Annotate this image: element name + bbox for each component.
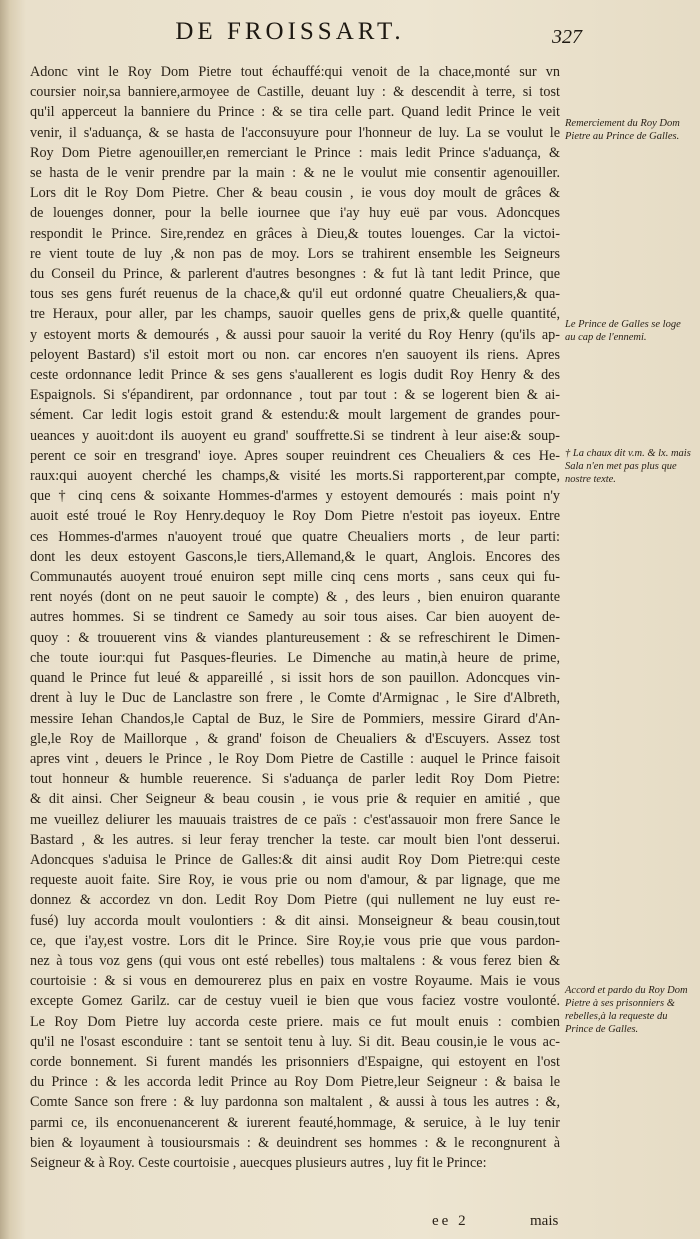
- text-line: perent ce soir en tresgrand' ioye. Apres souper reuindrent ces Cheualiers & ces He-: [30, 447, 560, 464]
- text-line: peloyent Bastard) s'il estoit mort ou non. car encores n'en sauoyent ils riens. Apres: [30, 346, 560, 363]
- text-line: nez à tous voz gens (qui vous ont esté rebelles) tous maltalens : & vous ferez bien &: [30, 952, 560, 969]
- text-line: requeste auoit faite. Sire Roy, ie vous prie ou nom d'amour, & par lignage, que me: [30, 872, 560, 889]
- text-line: corde bonnement. Si furent mandés les prisonniers d'Espaigne, qui estoyent en l'ost: [30, 1053, 560, 1070]
- margin-note-chaux: † La chaux dit v.m. & lx. mais Sala n'en met pas plus que nostre texte.: [565, 448, 691, 485]
- signature-mark: ee 2: [432, 1213, 469, 1229]
- text-line: Adonc vint le Roy Dom Pietre tout échauffé:qui venoit de la chace,monté sur vn: [30, 64, 560, 80]
- text-line: Seigneur & à Roy. Ceste courtoisie , auecques plusieurs autres , luy fit le Prince:: [30, 1154, 487, 1171]
- text-line: se hasta de le venir prendre par la main : & ne le voulut mie consentir agenouiller.: [30, 165, 560, 182]
- text-line: me vueillez deliurer les mauuais traistres de ce païs : c'est'assauoir mon frere Sance le: [30, 811, 560, 828]
- text-line: qu'il ne l'osast esconduire : tant se sentoit tenu à luy. Si dit. Beau cousin,ie le vous ac-: [30, 1033, 560, 1050]
- text-line: sément. Car ledit logis estoit grand & estendu:& moult largement de grandes pour-: [30, 407, 560, 424]
- text-line: drent à luy le Duc de Lanclastre son frere , le Comte d'Armignac , le Sire d'Albreth,: [30, 690, 560, 707]
- text-line: quoy : & trouuerent vins & viandes plantureusement : & se refreschirent le Dimen-: [30, 629, 560, 646]
- text-line: tre Heraux, pour aller, par les champs, sauoir quelles gens de prix,& quelle quantité,: [30, 306, 560, 323]
- text-line: Le Roy Dom Pietre luy accorda ceste priere. mais ce fut moult enuis : combien: [30, 1013, 560, 1030]
- text-line: raux:qui auoyent cherché les champs,& visité les morts.Si rapporterent,par compte,: [30, 468, 560, 485]
- text-line: re vient toute de luy ,& non pas de moy. Lors se trahirent ensemble les Seigneurs: [30, 245, 560, 262]
- running-head: DE FROISSART.: [175, 18, 405, 45]
- text-line: ueances y auoit:dont ils auoyent eu grand' souffrette.Si se tindrent à leur aise:& soup-: [30, 427, 560, 444]
- catchword: mais: [530, 1213, 559, 1229]
- text-line: Communautés auoyent troué enuiron sept mille cinq cens morts , sans ceux qui fu-: [30, 569, 560, 586]
- text-line: tout honneur & humble reuerence. Si s'aduança de parler ledit Roy Dom Pietre:: [30, 771, 560, 788]
- text-line: ce, que i'ay,est vostre. Lors dit le Prince. Sire Roy,ie vous prie que vous pardon-: [30, 932, 560, 949]
- text-line: du Prince : & les accorda ledit Prince au Roy Dom Pietre,leur Seigneur : & baisa le: [30, 1074, 560, 1091]
- text-line: qu'il apperceut la banniere du Prince : & se tira celle part. Quand ledit Prince le veit: [30, 104, 560, 121]
- text-line: gle,le Roy de Maillorque , & grand' foison de Cheualiers & d'Escuyers. Assez tost: [30, 730, 560, 747]
- text-line: & dit ainsi. Cher Seigneur & beau cousin , ie vous prie & requier en amitié , que: [30, 791, 560, 808]
- text-line: rent noyés (dont on ne peut sauoir le compte) & , des leurs , bien enuiron quarante: [30, 589, 560, 606]
- text-line: Comte Sance son frere : & luy pardonna son maltalent , & aussi à tous les autres : &,: [30, 1094, 560, 1111]
- margin-note-remerciement: Remerciement du Roy Dom Pietre au Prince de Galles.: [565, 118, 680, 142]
- text-line: bien & loyaument à tousioursmais : & deuindrent ses hommes : & le recongnurent à: [30, 1134, 560, 1151]
- text-line: respondit le Prince. Sire,rendez en grâces à Dieu,& toutes louenges. Car la victoi-: [30, 225, 560, 242]
- text-line: que † cinq cens & soixante Hommes-d'armes y estoyent demourés : mais point n'y: [30, 488, 560, 505]
- text-line: messire Iehan Chandos,le Captal de Buz, le Sire de Pommiers, messire Girard d'An-: [30, 710, 560, 727]
- text-line: apres vint , deuers le Prince , le Roy Dom Pietre de Castille : auquel le Prince faisoit: [30, 750, 560, 767]
- margin-note-accord: Accord et pardo du Roy Dom Pietre à ses prisonniers & rebelles,à la requeste du Prince de Galles.: [565, 985, 688, 1035]
- text-line: ces Hommes-d'armes n'auoyent troué que quatre Cheualiers morts , de leur parti:: [30, 528, 560, 545]
- text-line: y estoyent morts & demourés , & aussi pour sauoir la verité du Roy Henry (qu'ils ap-: [30, 326, 560, 343]
- text-line: dont les deux estoyent Gascons,le tiers,Allemand,& le quart, Anglois. Encores des: [30, 548, 560, 565]
- body-text: [30, 62, 560, 1173]
- text-line: Roy Dom Pietre agenouiller,en remerciant le Prince : mais ledit Prince s'aduança, &: [30, 144, 560, 161]
- page-number: 327: [552, 26, 582, 48]
- text-line: quand le Prince fut leué & appareillé , si issit hors de son pauillon. Adoncques vin-: [30, 670, 560, 687]
- text-line: tous ses gens furét reuenus de la chace,& qu'il eut ordonné quatre Cheualiers,& qua-: [30, 286, 560, 303]
- text-line: Bastard , & les autres. si leur feray trencher la teste. car moult bien l'ont desserui.: [30, 831, 560, 848]
- text-line: de louenges donner, pour la belle iournee que i'ay huy euë par vous. Adoncques: [30, 205, 560, 222]
- text-line: autres hommes. Si se tindrent ce Samedy au soir tous aises. Car bien auoyent de-: [30, 609, 560, 626]
- text-line: Lors dit le Roy Dom Pietre. Cher & beau cousin , ie vous doy moult de grâces &: [30, 185, 560, 202]
- text-line: fusé) luy accorda moult voulontiers : & dit ainsi. Monseigneur & beau cousin,tout: [30, 912, 560, 929]
- margin-note-logis: Le Prince de Galles se loge au cap de l'ennemi.: [565, 319, 681, 343]
- text-line: auoit esté troué le Roy Henry.dequoy le Roy Dom Pietre n'estoit pas ioyeux. Entre: [30, 508, 560, 525]
- text-line: du Conseil du Prince, & parlerent d'autres besongnes : & fut là tant ledit Prince, que: [30, 266, 560, 283]
- text-line: excepte Gomez Garilz. car de cestuy vueil ie bien que vous faciez vostre voulonté.: [30, 993, 560, 1010]
- text-line: che toute iour:qui fut Pasques-fleuries. Le Dimenche au matin,à heure de prime,: [30, 649, 560, 666]
- text-line: Adoncques s'aduisa le Prince de Galles:& dit ainsi audit Roy Dom Pietre:qui ceste: [30, 851, 560, 868]
- text-line: courtoisie : & si vous en demourerez plus en paix en vostre Royaume. Mais ie vous: [30, 973, 560, 990]
- text-line: coursier noir,sa banniere,armoyee de Castille, deuant luy : & descendit à terre, si tost: [30, 84, 560, 101]
- text-line: parmi ce, ils enconuenancerent & iurerent feauté,hommage, & seruice, à le luy tenir: [30, 1114, 560, 1131]
- text-line: Espaignols. Si s'épandirent, par ordonnance , tout par tout : & se logerent bien & ai-: [30, 387, 560, 404]
- text-line: ceste ordonnance ledit Prince & ses gens s'auallerent es logis dudit Roy Henry & des: [30, 367, 560, 384]
- text-line: donnez & accordez vn don. Ledit Roy Dom Pietre (qui nullement ne luy eust re-: [30, 892, 560, 909]
- text-line: venir, il s'aduança, & se hasta de l'acconsuyure pour l'honneur de luy. La se voulut le: [30, 124, 560, 141]
